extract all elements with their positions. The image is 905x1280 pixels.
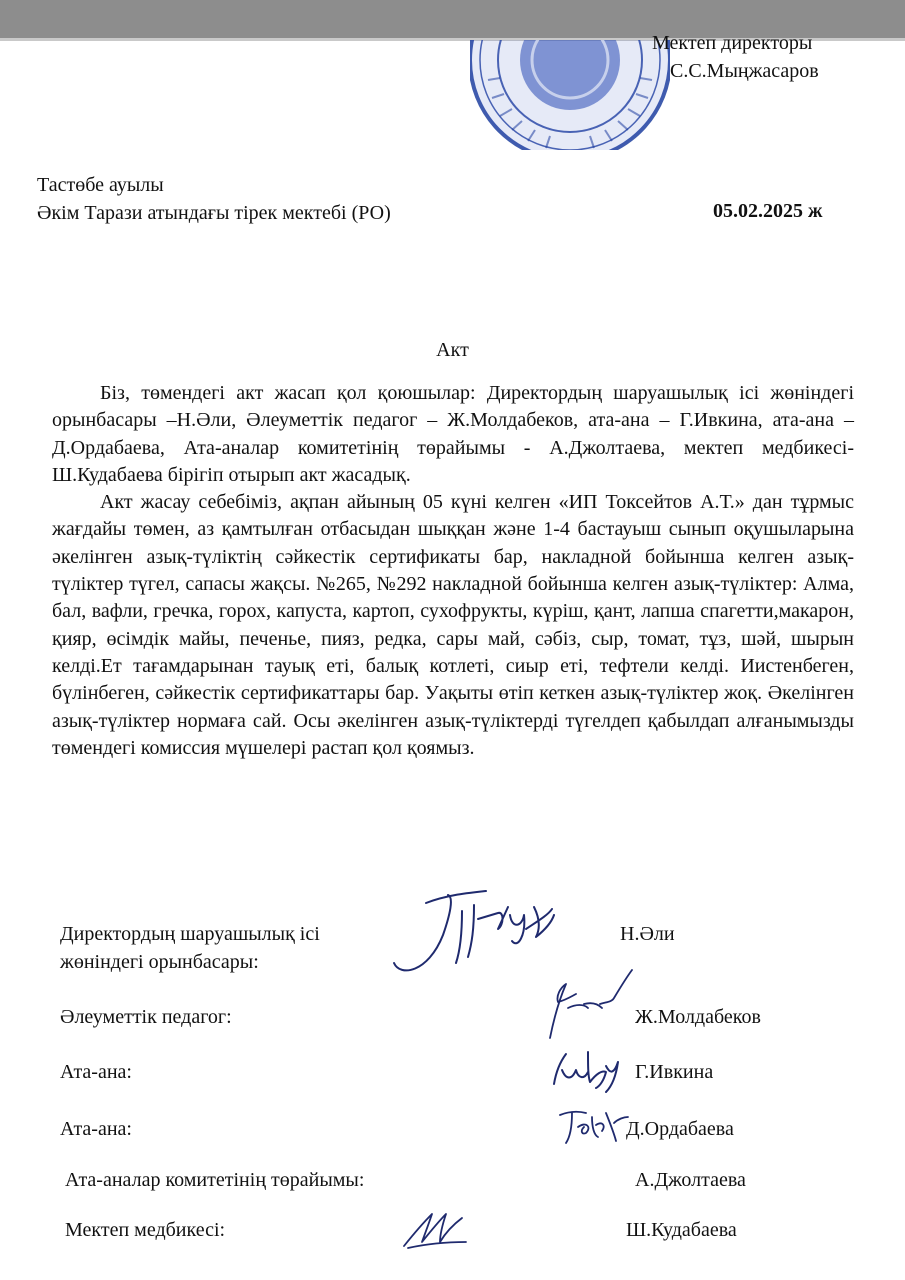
director-name: С.С.Мыңжасаров — [670, 60, 819, 82]
signature-role: Мектеп медбикесі: — [65, 1219, 226, 1241]
handwritten-signature — [388, 885, 563, 980]
signatory-name: Г.Ивкина — [635, 1061, 714, 1083]
signatory-name: А.Джолтаева — [635, 1169, 746, 1191]
signature-role: Ата-ана: — [60, 1061, 132, 1083]
signature-role-line1: Директордың шаруашылық ісі — [60, 923, 320, 945]
signature-role-line2: жөніндегі орынбасары: — [60, 951, 259, 973]
signature-role: Ата-аналар комитетінің төрайымы: — [65, 1169, 365, 1191]
body-paragraph-2: Акт жасау себебіміз, ақпан айының 05 күні келген «ИП Токсейтов А.Т.» дан тұрмыс жағдайы төмен, аз қамтылған отбасыдан шыққан және 1-4 бастауыш сынып оқушыларына әкелінген азық-түліктің сәйкестік сертификаты бар, накладной бойынша келген азық-түліктер түгел, сапасы жақсы. №265, №292 накладной бойынша келген азық-түліктер: Алма, бал, вафли, гречка, горох, капуста, картоп, сухофрукты, күріш, қант, лапша спагетти,макарон, қияр, өсімдік майы, печенье, пияз, редка, сары май, сәбіз, сыр, томат, тұз, шәй, шырын келді.Ет тағамдарынан тауық еті, балық котлеті, сиыр еті, тефтели келді. Иистенбеген, бүлінбеген, сәйкестік сертификаттары бар. Уақыты өтіп кеткен азық-түліктер жоқ. Әкелінген азық-түліктер нормаға сай. Осы әкелінген азық-түліктерді түгелдеп қабылдап алғанымызды төмендегі комиссия мүшелері растап қол қоямыз. — [52, 491, 854, 759]
signature-row-deputy — [0, 920, 905, 980]
village-name: Тастөбе ауылы — [37, 174, 164, 196]
document-body — [52, 380, 854, 762]
signatory-name: Ш.Кудабаева — [626, 1219, 737, 1241]
school-name: Әкім Тарази атындағы тірек мектебі (РО) — [37, 202, 391, 224]
handwritten-signature — [400, 1202, 470, 1250]
signature-role — [60, 920, 320, 976]
body-paragraph-1: Біз, төмендегі акт жасап қол қоюшылар: Директордың шаруашылық ісі жөніндегі орынбасары –Н.Әли, Әлеуметтік педагог – Ж.Молдабеков, ата-ана – Г.Ивкина, ата-ана – Д.Ордабаева, Ата-аналар комитетінің төрайымы - А.Джолтаева, мектеп медбикесі-Ш.Кудабаева бірігіп отырып акт жасадық. — [52, 382, 854, 486]
signature-role: Ата-ана: — [60, 1118, 132, 1140]
signature-role: Әлеуметтік педагог: — [60, 1006, 232, 1028]
signature-row-school-nurse — [0, 1216, 905, 1276]
handwritten-signature — [540, 958, 640, 1043]
handwritten-signature — [548, 1044, 628, 1094]
signatory-name: Н.Әли — [620, 923, 675, 945]
director-title: Мектеп директоры — [652, 32, 813, 54]
signature-row-parent-1 — [0, 1058, 905, 1118]
official-seal-stamp — [470, 20, 670, 150]
document-title: Акт — [436, 339, 469, 361]
document-date: 05.02.2025 ж — [713, 200, 823, 222]
signatory-name: Д.Ордабаева — [626, 1118, 734, 1140]
signature-row-social-pedagogue — [0, 1003, 905, 1063]
handwritten-signature — [556, 1103, 631, 1148]
signatory-name: Ж.Молдабеков — [635, 1006, 761, 1028]
